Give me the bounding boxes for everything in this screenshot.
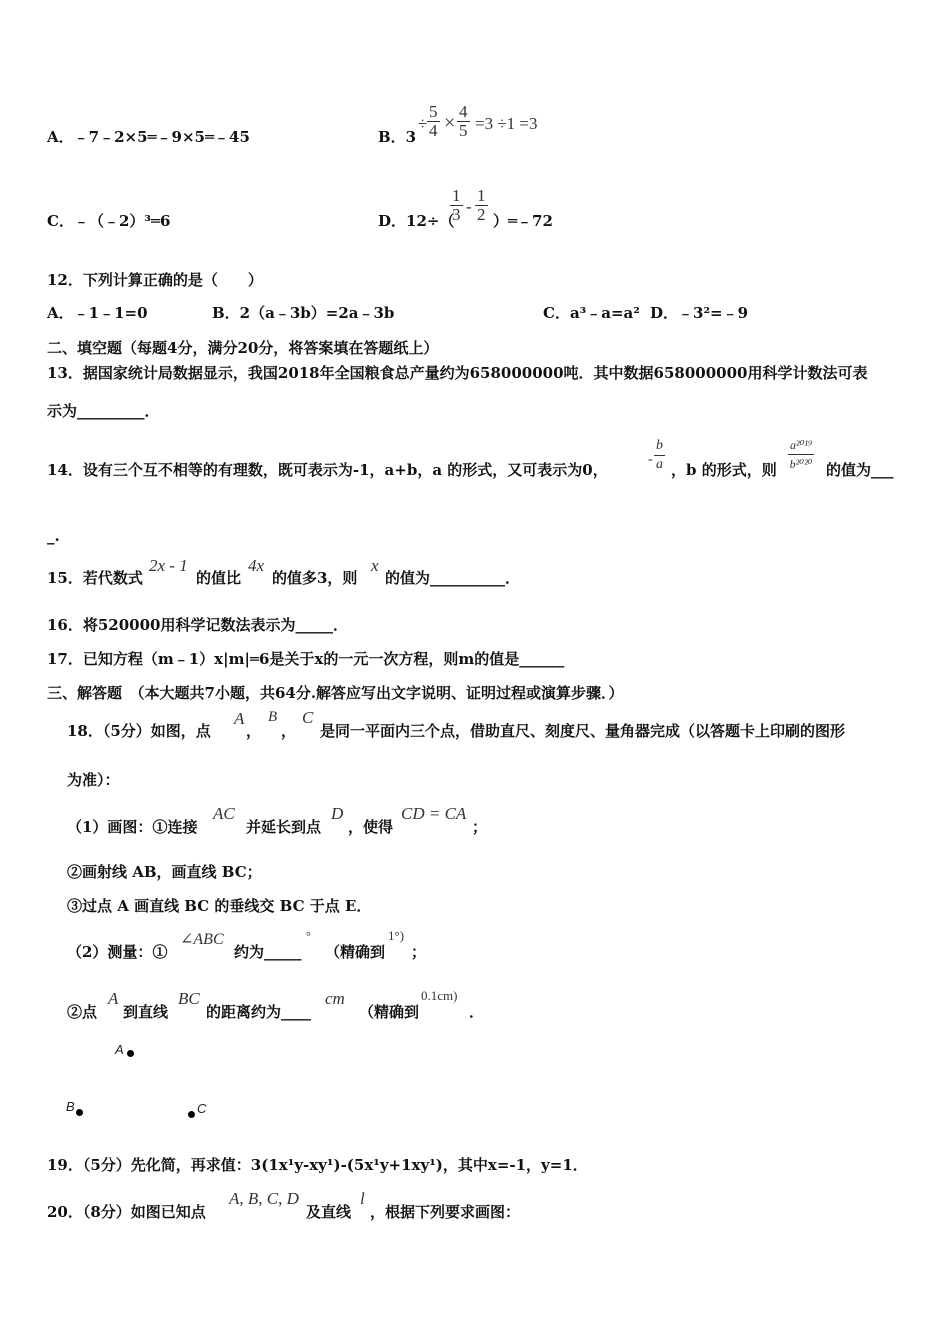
- q18-cd-equals-ca: CD = CA: [401, 804, 467, 823]
- q18-comma-1: ，: [246, 722, 262, 740]
- q18-cm-unit: cm: [325, 989, 345, 1008]
- q14-fraction-b-over-a: $\frac{b}{a}$: [656, 438, 663, 472]
- q14-fraction-power: $\frac{\text{a²⁰¹⁹}}{\text{b²⁰²⁰}}$: [789, 438, 813, 471]
- section-2-heading: 二、填空题（每题4分，满分20分，将答案填在答题纸上）: [47, 339, 439, 357]
- q18-part-1: 18．（5分）如图，点: [67, 722, 211, 740]
- q18-part-3: 为准）：: [67, 771, 120, 789]
- q18-step-2: ②画射线 AB，画直线 BC；: [67, 863, 262, 881]
- q18-step-1-b: 并延长到点: [246, 818, 322, 836]
- q15-part-2: 的值比: [196, 569, 242, 587]
- q18-comma-2: ，: [281, 722, 297, 740]
- q15-expr-1: 2x - 1: [149, 556, 188, 575]
- q18-point-d: D: [331, 804, 344, 823]
- q12-option-c: C．a³﹣a=a²: [543, 304, 640, 322]
- q18-step-3: ③过点 A 画直线 BC 的垂线交 BC 于点 E．: [67, 897, 372, 915]
- q18-measure-2-b: 到直线: [123, 1003, 169, 1021]
- q18-measure-1-c: （精确到: [325, 943, 386, 961]
- q11-option-d-label: D．12÷（: [378, 212, 455, 230]
- q20-part-1: 20．（8分）如图已知点: [47, 1203, 206, 1221]
- figure-point-a: [127, 1050, 134, 1057]
- q18-point-a: A: [234, 709, 245, 728]
- q11-d-fraction-2: $\frac{1}{2}$: [477, 186, 486, 224]
- q12-stem: 12．下列计算正确的是（ ）: [47, 271, 263, 289]
- q18-precision: 0.1cm): [421, 988, 458, 1003]
- q18-measure-2-d: （精确到: [359, 1003, 420, 1021]
- figure-label-a: A: [115, 1042, 124, 1057]
- figure-label-b: B: [66, 1099, 75, 1114]
- q14-continuation: _.: [47, 527, 60, 545]
- q11-b-fraction-2: $\frac{4}{5}$: [459, 102, 468, 140]
- q18-measure-point-a: A: [108, 989, 119, 1008]
- q20-part-3: ，根据下列要求画图：: [370, 1203, 521, 1221]
- q15-part-3: 的值多3，则: [272, 569, 358, 587]
- q13-line-1: 13．据国家统计局数据显示，我国2018年全国粮食总产量约为658000000吨．其中数据658000000用科学计数法可表: [47, 364, 868, 382]
- q18-line-bc: BC: [178, 989, 200, 1008]
- q18-point-b: B: [268, 709, 278, 725]
- q14-part-2: ，b 的形式，则: [671, 461, 777, 479]
- q12-option-b: B．2（a﹣3b）=2a﹣3b: [212, 304, 395, 322]
- q11-b-div: ÷: [418, 114, 428, 133]
- q11-d-minus: -: [466, 197, 472, 216]
- q11-d-fraction-1: $\frac{1}{3}$: [452, 186, 461, 224]
- q15-expr-3: x: [371, 556, 379, 575]
- q18-measure-2-e: ．: [469, 1003, 485, 1021]
- q18-measure-1-b: 约为_____: [234, 943, 302, 961]
- q11-option-b-label: B．3: [378, 128, 417, 146]
- q18-measure-1-a: （2）测量：①: [67, 943, 168, 961]
- q18-measure-2-c: 的距离约为____: [206, 1003, 312, 1021]
- q15-expr-2: 4x: [248, 556, 265, 575]
- q12-option-d: D．﹣3²=﹣9: [650, 304, 749, 322]
- q18-step-1-d: ；: [472, 818, 488, 836]
- q15-part-4: 的值为__________．: [385, 569, 521, 587]
- q11-b-rest: =3 ÷1 =3: [475, 114, 538, 133]
- q14-part-1: 14．设有三个互不相等的有理数，既可表示为-1，a+b，a 的形式，又可表示为0，: [47, 461, 608, 479]
- q17: 17．已知方程（m﹣1）x|m|═6是关于x的一元一次方程，则m的值是______: [47, 650, 565, 668]
- q18-part-2: 是同一平面内三个点，借助直尺、刻度尺、量角器完成（以答题卡上印刷的图形: [320, 722, 846, 740]
- q18-degree: °: [306, 929, 311, 943]
- q12-option-a: A．﹣1﹣1=0: [47, 304, 148, 322]
- q18-one-degree: 1°): [388, 928, 405, 943]
- q18-measure-1-d: ；: [411, 943, 427, 961]
- q14-neg: -: [648, 452, 653, 467]
- q18-step-1-a: （1）画图：①连接: [67, 818, 198, 836]
- q11-b-fraction-1: $\frac{5}{4}$: [429, 102, 438, 140]
- q15-part-1: 15．若代数式: [47, 569, 143, 587]
- q14-part-3: 的值为___: [826, 461, 894, 479]
- q11-option-c: C．﹣（﹣2）³═6: [47, 212, 171, 230]
- q16: 16．将520000用科学记数法表示为_____．: [47, 616, 348, 634]
- q20-part-2: 及直线: [306, 1203, 352, 1221]
- q20-line-l: l: [360, 1189, 365, 1208]
- q18-step-1-c: ，使得: [348, 818, 394, 836]
- q11-option-d-rest: ）═﹣72: [493, 212, 553, 230]
- q18-angle-abc: ∠ABC: [180, 931, 224, 948]
- q20-points: A, B, C, D: [229, 1189, 299, 1208]
- q19: 19．（5分）先化简，再求值：3(1x¹y-xy¹)-(5x¹y+1xy¹)，其中x=-1，y=1．: [47, 1156, 588, 1174]
- figure-point-c: [188, 1111, 195, 1118]
- q18-ac: AC: [213, 804, 235, 823]
- q18-point-c: C: [302, 708, 314, 727]
- q13-line-2: 示为_________．: [47, 402, 160, 420]
- figure-label-c: C: [197, 1101, 207, 1116]
- section-3-heading: 三、解答题 （本大题共7小题，共64分.解答应写出文字说明、证明过程或演算步骤．）: [47, 684, 624, 702]
- q18-measure-2-a: ②点: [67, 1003, 98, 1021]
- q11-b-times: ×: [444, 112, 456, 134]
- figure-point-b: [76, 1109, 83, 1116]
- q11-option-a: A．﹣7﹣2×5═﹣9×5═﹣45: [47, 128, 250, 146]
